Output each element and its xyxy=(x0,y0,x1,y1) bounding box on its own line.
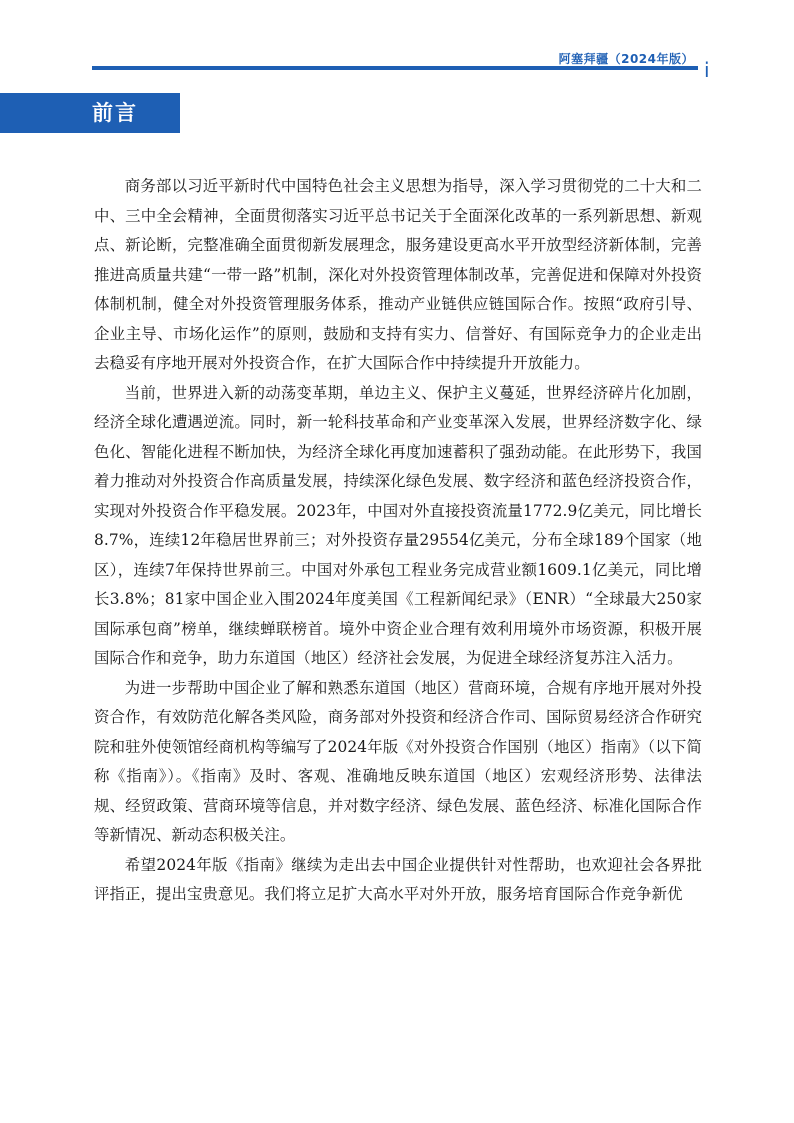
paragraph: 商务部以习近平新时代中国特色社会主义思想为指导，深入学习贯彻党的二十大和二中、三中全会精神，全面贯彻落实习近平总书记关于全面深化改革的一系列新思想、新观点、新论断，完整准确全面贯彻新发展理念，服务建设更高水平开放型经济新体制，完善推进高质量共建“一带一路”机制，深化对外投资管理体制改革，完善促进和保障对外投资体制机制，健全对外投资管理服务体系，推动产业链供应链国际合作。按照“政府引导、企业主导、市场化运作”的原则，鼓励和支持有实力、信誉好、有国际竞争力的企业走出去稳妥有序地开展对外投资合作，在扩大国际合作中持续提升开放能力。 xyxy=(94,177,702,372)
section-banner xyxy=(0,93,180,133)
section-title: 前言 xyxy=(92,101,138,125)
body-text xyxy=(94,172,702,910)
page-number: i xyxy=(704,58,710,82)
header-rule xyxy=(92,66,698,70)
paragraph: 希望2024年版《指南》继续为走出去中国企业提供针对性帮助，也欢迎社会各界批评指正，提出宝贵意见。我们将立足扩大高水平对外开放，服务培育国际合作竞争新优 xyxy=(94,855,702,903)
running-header-title: 阿塞拜疆（2024年版） xyxy=(558,52,694,66)
paragraph: 当前，世界进入新的动荡变革期，单边主义、保护主义蔓延，世界经济碎片化加剧，经济全球化遭遇逆流。同时，新一轮科技革命和产业变革深入发展，世界经济数字化、绿色化、智能化进程不断加快，为经济全球化再度加速蓄积了强劲动能。在此形势下，我国着力推动对外投资合作高质量发展，持续深化绿色发展、数字经济和蓝色经济投资合作，实现对外投资合作平稳发展。2023年，中国对外直接投资流量1772.9亿美元，同比增长8.7%，连续12年稳居世界前三；对外投资存量29554亿美元，分布全球189个国家（地区），连续7年保持世界前三。中国对外承包工程业务完成营业额1609.1亿美元，同比增长3.8%；81家中国企业入围2024年度美国《工程新闻纪录》（ENR）“全球最大250家国际承包商”榜单，继续蝉联榜首。境外中资企业合理有效利用境外市场资源，积极开展国际合作和竞争，助力东道国（地区）经济社会发展，为促进全球经济复苏注入活力。 xyxy=(94,383,702,667)
paragraph: 为进一步帮助中国企业了解和熟悉东道国（地区）营商环境，合规有序地开展对外投资合作，有效防范化解各类风险，商务部对外投资和经济合作司、国际贸易经济合作研究院和驻外使领馆经商机构等编写了2024年版《对外投资合作国别（地区）指南》（以下简称《指南》）。《指南》及时、客观、准确地反映东道国（地区）宏观经济形势、法律法规、经贸政策、营商环境等信息，并对数字经济、绿色发展、蓝色经济、标准化国际合作等新情况、新动态积极关注。 xyxy=(94,678,702,844)
